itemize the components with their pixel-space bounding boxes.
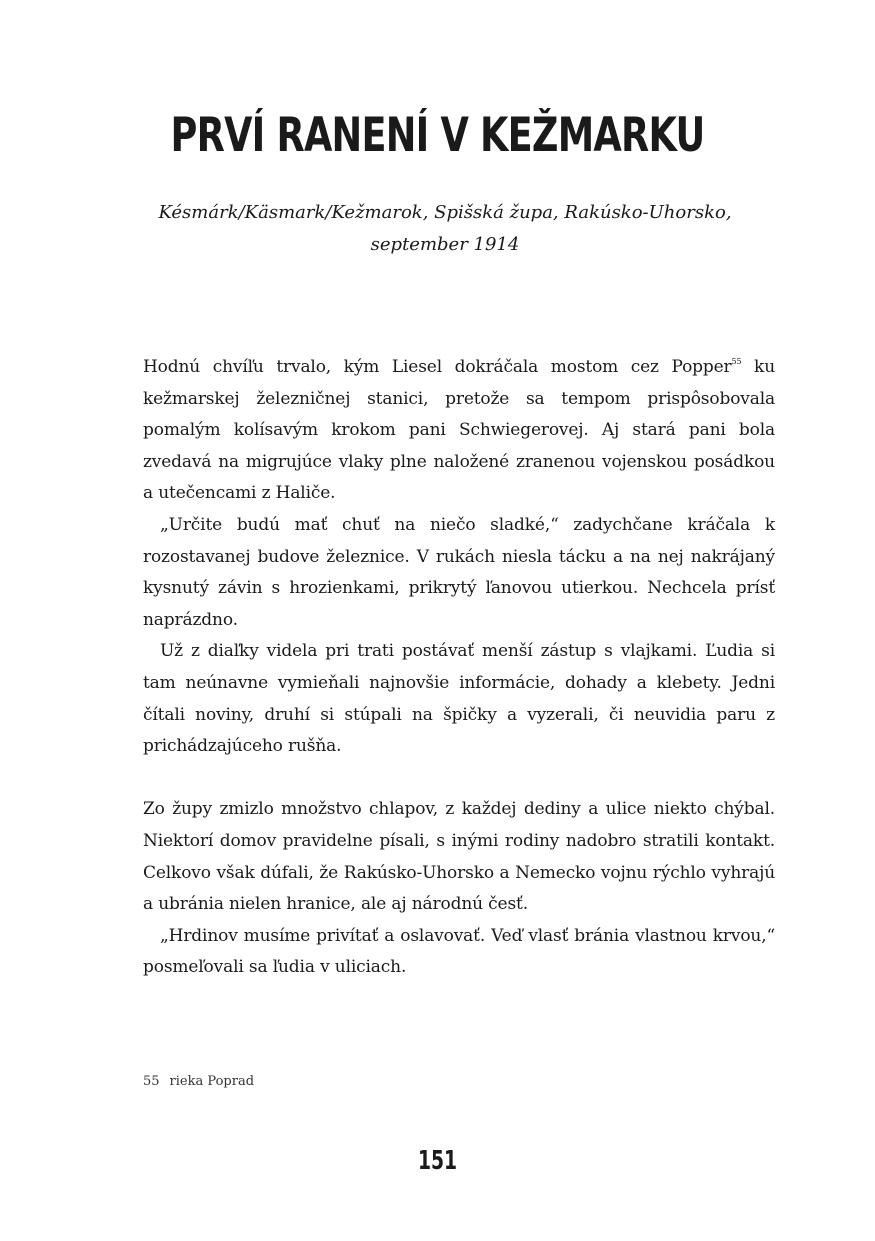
- paragraph-1: [143, 352, 775, 510]
- paragraph-1-start: Hodnú chvíľu trvalo, kým Liesel dokráčala mostom cez Popper: [143, 357, 732, 377]
- paragraph-1-end: ku kežmarskej železničnej stanici, pretože sa tempom prispôsobovala pomalým kolísavým krokom pani Schwiegerovej. Aj stará pani bola zvedavá na migrujúce vlaky plne naložené zranenou vojenskou posádkou a utečencami z Haliče.: [143, 357, 775, 504]
- footnote: [143, 1073, 254, 1091]
- chapter-title: PRVÍ RANENÍ V KEŽMARKU: [170, 108, 705, 163]
- page-number: 151: [417, 1146, 458, 1176]
- paragraph-3: Už z diaľky videla pri trati postávať menší zástup s vlajkami. Ľudia si tam neúnavne vymieňali najnovšie informácie, dohady a klebety. Jedni čítali noviny, druhí si stúpali na špičky a vyzerali, či neuvidia paru z prichádzajúceho rušňa.: [143, 641, 775, 757]
- footnote-text: rieka Poprad: [169, 1074, 255, 1089]
- footnote-number: 55: [143, 1074, 160, 1089]
- paragraph-4: Zo župy zmizlo množstvo chlapov, z každej dediny a ulice niekto chýbal. Niektorí domov pravidelne písali, s inými rodiny nadobro stratili kontakt. Celkovo však dúfali, že Rakúsko-Uhorsko a Nemecko vojnu rýchlo vyhrajú a ubránia nielen hranice, ale aj národnú česť.: [143, 799, 775, 915]
- location-line-2: september 1914: [370, 234, 520, 255]
- paragraph-2: „Určite budú mať chuť na niečo sladké,“ zadychčane kráčala k rozostavanej budove železnice. V rukách niesla tácku a na nej nakrájaný kysnutý závin s hrozienkami, prikrytý ľanovou utierkou. Nechcela prísť naprázdno.: [143, 514, 775, 630]
- paragraph-5: „Hrdinov musíme privítať a oslavovať. Veď vlasť bránia vlastnou krvou,“ posmeľovali sa ľudia v uliciach.: [143, 925, 775, 978]
- footnote-reference[interactable]: 55: [731, 357, 742, 366]
- location-line-1: Késmárk/Käsmark/Kežmarok, Spišská župa, Rakúsko-Uhorsko,: [158, 202, 732, 223]
- body-text: [143, 352, 775, 984]
- chapter-location-dateline: [60, 197, 830, 261]
